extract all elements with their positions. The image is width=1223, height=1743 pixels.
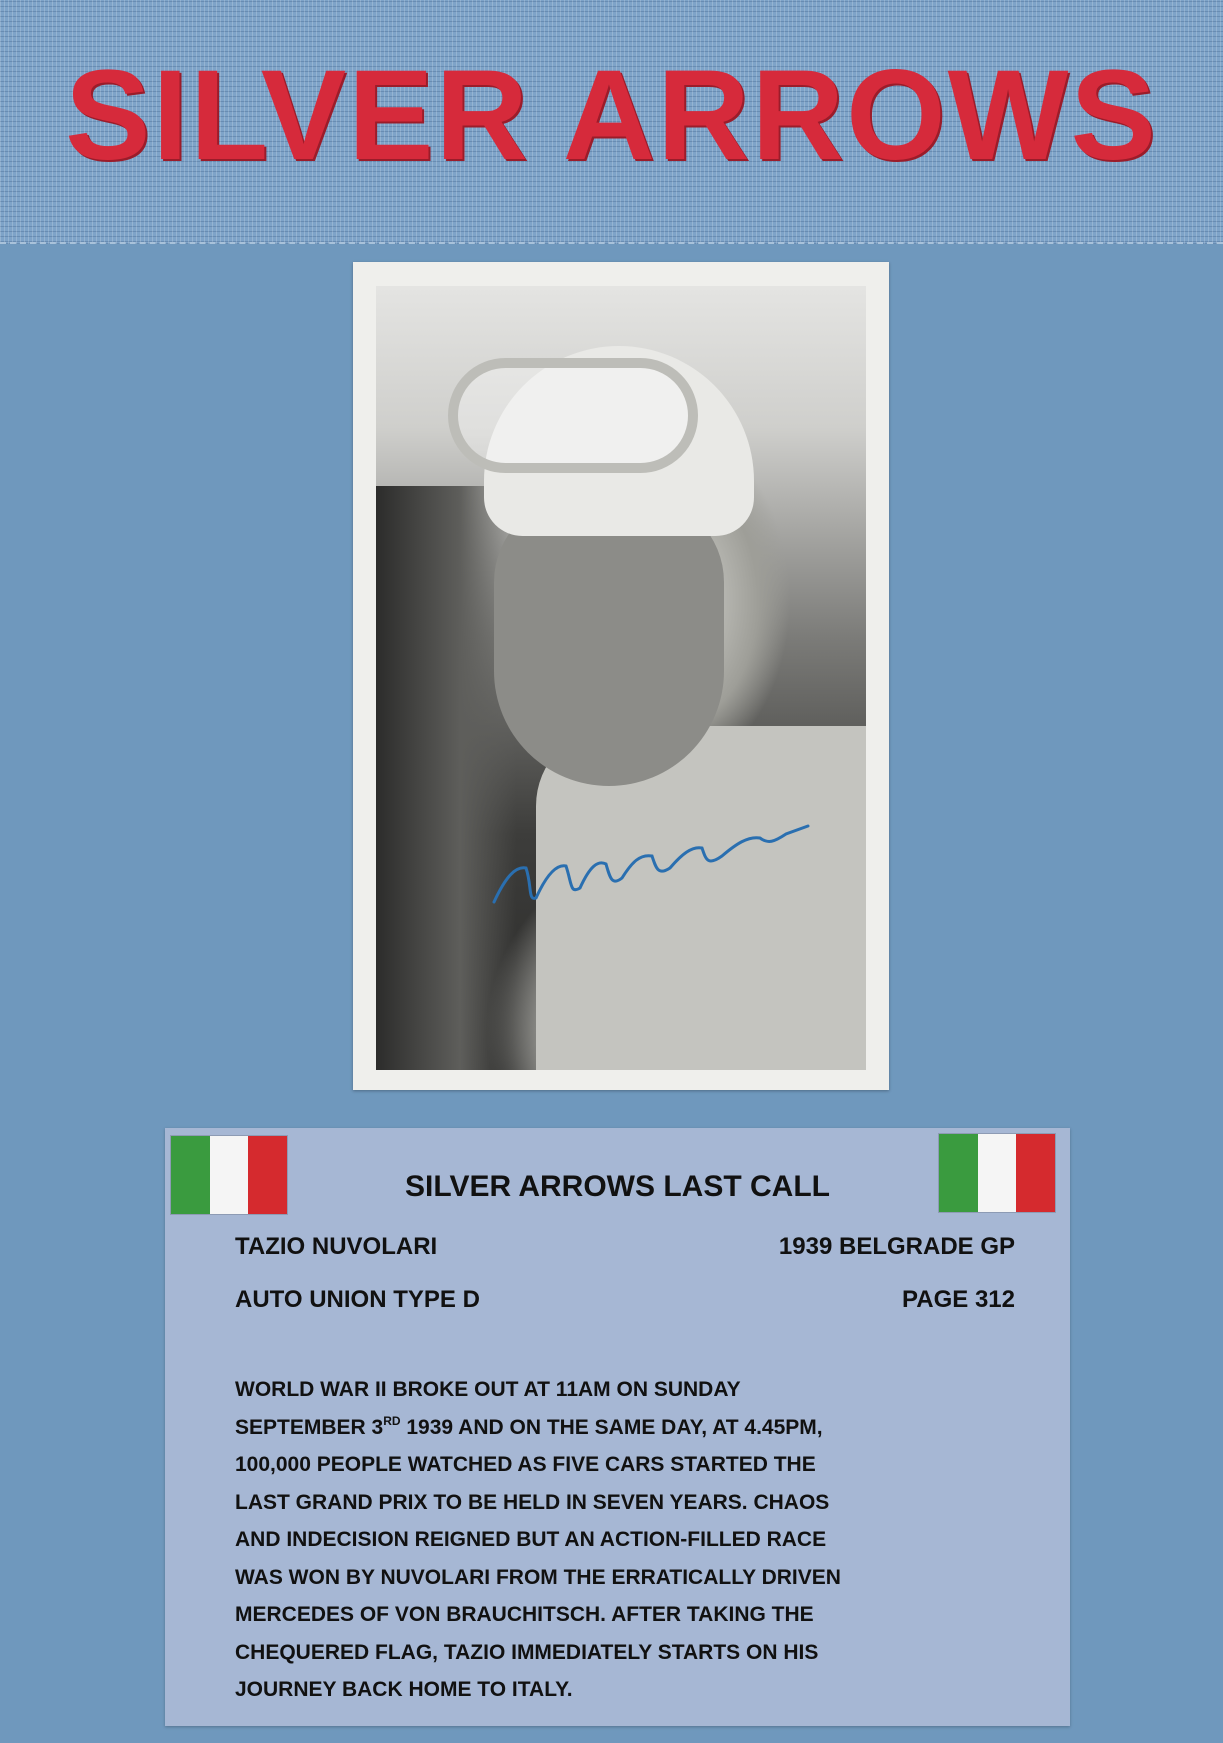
description-line: JOURNEY BACK HOME TO ITALY. [235,1678,573,1701]
page-reference: PAGE 312 [902,1286,1015,1313]
car-model: AUTO UNION TYPE D [235,1286,480,1313]
driver-name: TAZIO NUVOLARI [235,1233,438,1260]
banner-title: SILVER ARROWS [65,44,1158,187]
description-line: CHEQUERED FLAG, TAZIO IMMEDIATELY STARTS ON HIS [235,1640,819,1664]
description-line: LAST GRAND PRIX TO BE HELD IN SEVEN YEARS. CHAOS [235,1490,830,1514]
autograph-signature [486,806,816,916]
driver-portrait-photo [376,286,866,1070]
description-line-date: SEPTEMBER 3RD 1939 AND ON THE SAME DAY, AT 4.45PM, [235,1413,823,1439]
description-line: WORLD WAR II BROKE OUT AT 11AM ON SUNDAY [235,1378,741,1401]
description-line: MERCEDES OF VON BRAUCHITSCH. AFTER TAKING THE [235,1603,814,1626]
event-name: 1939 BELGRADE GP [778,1233,1015,1260]
description-line: AND INDECISION REIGNED BUT AN ACTION-FILLED RACE [235,1528,827,1551]
photo-face [494,496,724,786]
signed-photo-card [353,262,889,1090]
info-card [165,1128,1070,1726]
photo-goggles [448,358,698,473]
description-text [235,1371,1035,1709]
description-line: WAS WON BY NUVOLARI FROM THE ERRATICALLY DRIVEN [235,1565,841,1589]
card-title: SILVER ARROWS LAST CALL [405,1170,830,1203]
header-banner [0,0,1223,244]
description-line: 100,000 PEOPLE WATCHED AS FIVE CARS STARTED THE [235,1453,816,1476]
date-ordinal-suffix: RD [383,1413,401,1428]
